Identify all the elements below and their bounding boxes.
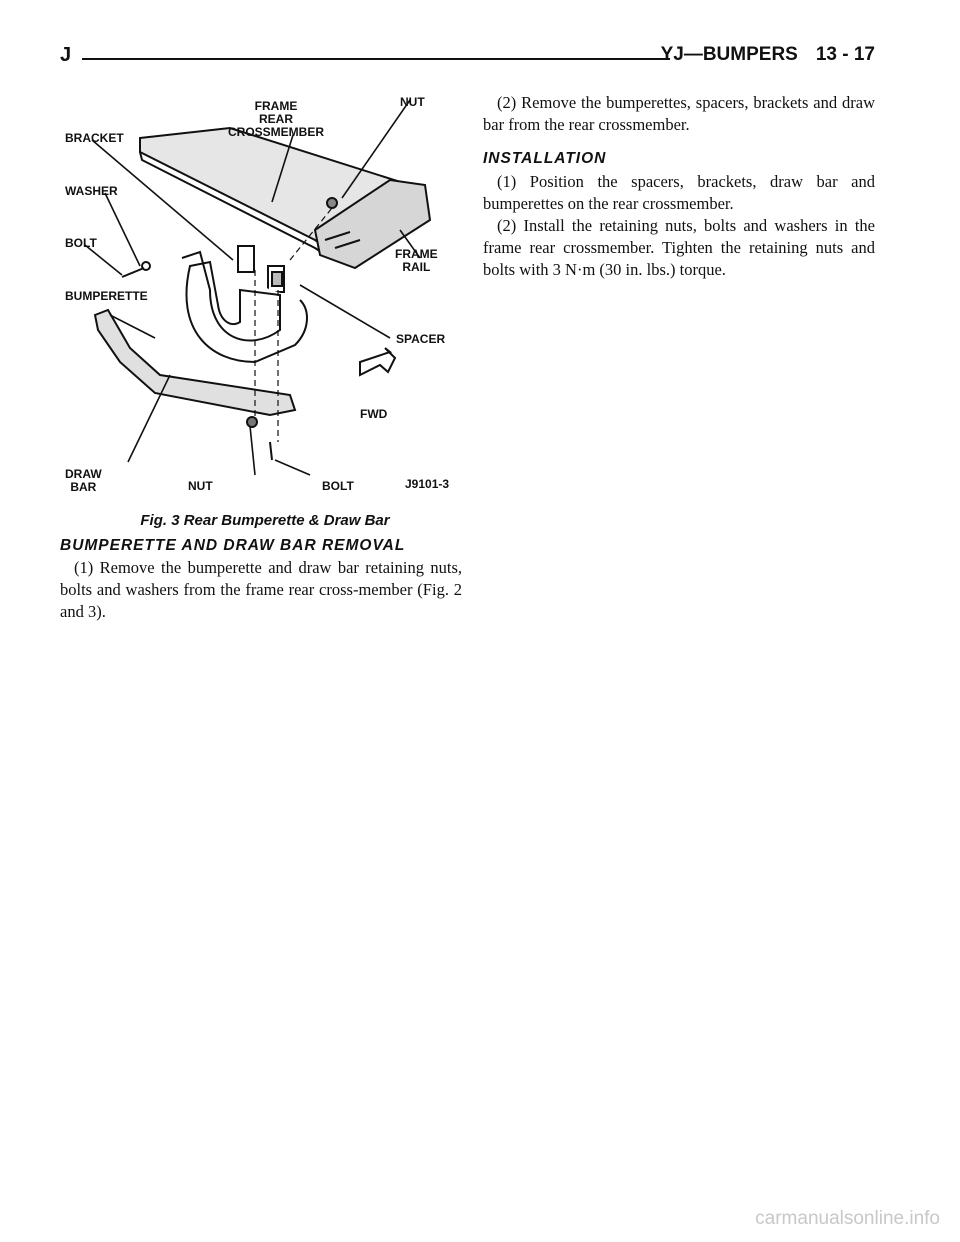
label-frame-rail: FRAME RAIL (395, 247, 438, 274)
label-bolt-left: BOLT (65, 236, 97, 250)
install-step-1: (1) Position the spacers, brackets, draw bar and bumperettes on the rear crossmember. (483, 172, 875, 213)
bolt-bottom-shape (270, 442, 272, 460)
label-nut-top: NUT (400, 95, 425, 109)
section-title: YJ—BUMPERS (660, 44, 798, 65)
bolt-left-shape (122, 268, 144, 277)
header-letter: J (60, 44, 72, 66)
spacer-shape (272, 272, 282, 286)
figure-rear-bumperette (60, 90, 470, 510)
removal-step-1: (1) Remove the bumperette and draw bar retaining nuts, bolts and washers from the frame rear cross-member (Fig. 2 and 3). (60, 558, 462, 621)
label-spacer: SPACER (396, 332, 446, 346)
right-column (483, 92, 875, 281)
label-figure-code: J9101-3 (405, 477, 450, 491)
heading-removal: BUMPERETTE AND DRAW BAR REMOVAL (60, 537, 406, 554)
nut-bottom-shape (247, 417, 257, 427)
nut-top-shape (327, 198, 337, 208)
label-bumperette: BUMPERETTE (65, 289, 148, 303)
removal-step-2: (2) Remove the bumperettes, spacers, brackets and draw bar from the rear crossmember. (483, 93, 875, 134)
figure-caption: Fig. 3 Rear Bumperette & Draw Bar (140, 512, 390, 529)
header-right (643, 44, 875, 66)
fwd-arrow-shape (360, 348, 395, 375)
header-rule (82, 58, 670, 60)
label-washer: WASHER (65, 184, 118, 198)
label-fwd: FWD (360, 407, 388, 421)
label-bracket: BRACKET (65, 131, 124, 145)
page-number: 13 - 17 (815, 44, 875, 65)
install-step-2: (2) Install the retaining nuts, bolts and washers in the frame rear crossmember. Tighten the retaining nuts and bolts with 3 N·m (30 in. lbs.) torque. (483, 216, 875, 279)
label-draw-bar: DRAW BAR (65, 467, 102, 494)
left-column (60, 536, 462, 623)
page-header (60, 44, 875, 72)
heading-installation: INSTALLATION (483, 150, 607, 167)
label-bolt-bottom: BOLT (322, 479, 354, 493)
watermark: carmanualsonline.info (755, 1208, 940, 1229)
label-frame-rear-crossmember: FRAME REAR CROSSMEMBER (228, 99, 325, 139)
label-nut-bottom: NUT (188, 479, 213, 493)
bracket-left (238, 246, 254, 272)
